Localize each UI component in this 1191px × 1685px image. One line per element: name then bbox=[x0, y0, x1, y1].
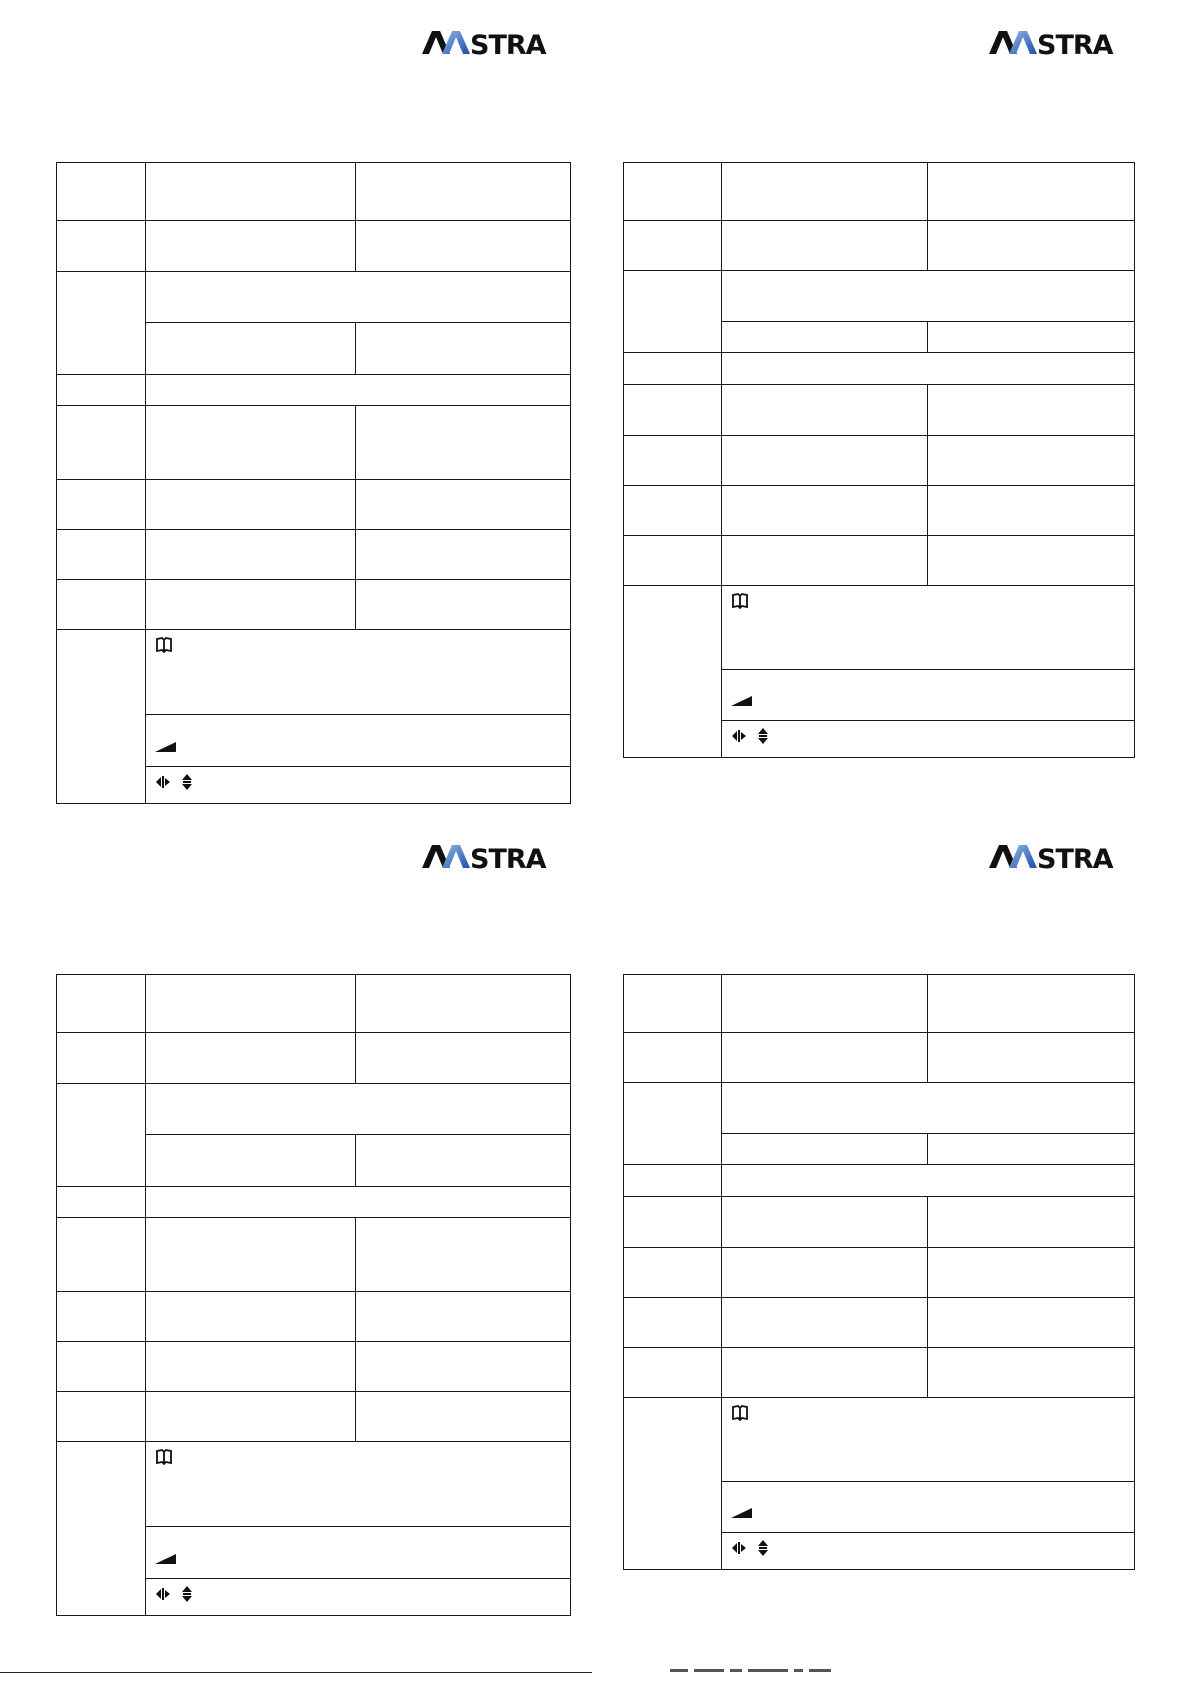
table-row bbox=[624, 221, 1135, 271]
navigate-up-down-icon bbox=[757, 727, 769, 750]
table-row bbox=[624, 436, 1135, 486]
table-row bbox=[57, 1033, 571, 1084]
navigate-left-right-icon bbox=[731, 1540, 747, 1561]
table-row bbox=[624, 1348, 1135, 1398]
aastra-logo-graphic bbox=[987, 842, 1137, 872]
table-row bbox=[624, 975, 1135, 1033]
table-row bbox=[57, 1084, 571, 1135]
table-row bbox=[624, 586, 1135, 670]
spec-table bbox=[56, 974, 571, 1616]
table-row bbox=[624, 353, 1135, 385]
table-row bbox=[624, 536, 1135, 586]
table-row bbox=[624, 385, 1135, 436]
navigate-left-right-icon bbox=[155, 1586, 171, 1607]
aastra-logo bbox=[987, 28, 1137, 58]
table-row bbox=[624, 1165, 1135, 1197]
navigate-left-right-icon bbox=[731, 728, 747, 749]
table-row bbox=[624, 1398, 1135, 1482]
footer-scrap bbox=[670, 1669, 970, 1673]
aastra-logo bbox=[987, 842, 1137, 872]
table-row bbox=[624, 1033, 1135, 1083]
table-row bbox=[57, 1442, 571, 1527]
table-row bbox=[57, 1218, 571, 1292]
volume-ramp-icon bbox=[155, 1552, 177, 1570]
svg-text:STRA: STRA bbox=[1037, 844, 1113, 872]
volume-ramp-icon bbox=[731, 1506, 753, 1524]
table-row bbox=[624, 271, 1135, 322]
table-row bbox=[57, 1342, 571, 1392]
table-row bbox=[57, 1392, 571, 1442]
aastra-logo-graphic bbox=[987, 28, 1137, 58]
table-row bbox=[624, 1197, 1135, 1248]
phonebook-icon bbox=[731, 592, 749, 614]
navigate-up-down-icon bbox=[181, 1585, 193, 1608]
card-bottom-right bbox=[0, 0, 1113, 872]
aastra-logo-graphic bbox=[420, 842, 570, 872]
svg-text:STRA: STRA bbox=[470, 844, 546, 872]
navigate-up-down-icon bbox=[757, 1539, 769, 1562]
svg-text:STRA: STRA bbox=[470, 30, 546, 58]
phonebook-icon bbox=[731, 1404, 749, 1426]
phonebook-icon bbox=[155, 1448, 173, 1470]
table-row bbox=[624, 1248, 1135, 1298]
aastra-logo bbox=[420, 842, 570, 872]
table-row bbox=[624, 163, 1135, 221]
table-row bbox=[624, 1083, 1135, 1134]
table-row bbox=[624, 1298, 1135, 1348]
spec-table bbox=[623, 162, 1135, 758]
footer-rule bbox=[0, 1672, 592, 1673]
table-row bbox=[624, 486, 1135, 536]
table-row bbox=[57, 1292, 571, 1342]
svg-text:STRA: STRA bbox=[1037, 30, 1113, 58]
volume-ramp-icon bbox=[731, 694, 753, 712]
table-row bbox=[57, 975, 571, 1033]
spec-table bbox=[623, 974, 1135, 1570]
table-row bbox=[57, 1187, 571, 1218]
